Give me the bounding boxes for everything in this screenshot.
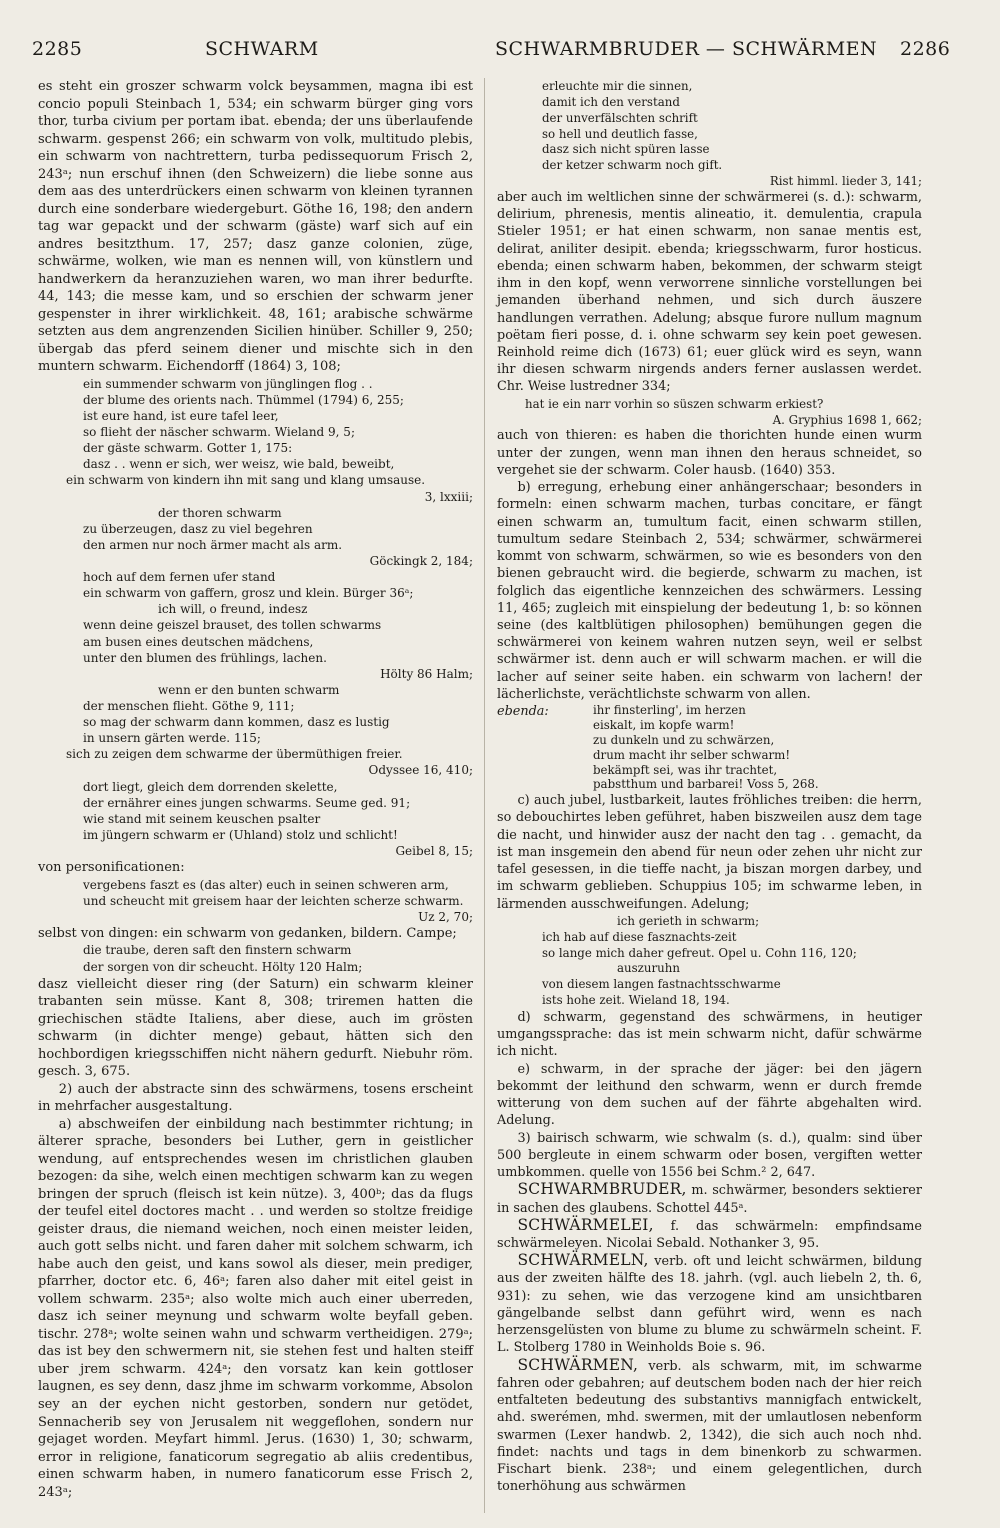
quotation-line: sich zu zeigen dem schwarme der übermüthigen freier. xyxy=(66,747,403,762)
lemma-entry xyxy=(497,1181,922,1216)
right-page-number: 2286 xyxy=(900,38,951,60)
quotation-line: in unsern gärten werde. 115; xyxy=(83,731,261,746)
quotation-line: den armen nur noch ärmer macht als arm. xyxy=(83,537,343,552)
quotation-line: und scheucht mit greisem haar der leichten scherze schwarm. xyxy=(83,893,464,908)
citation: Hölty 86 Halm; xyxy=(380,666,473,681)
quotation-line: ein summender schwarm von jünglingen flog . . xyxy=(83,376,373,391)
quotation-line: der thoren schwarm xyxy=(158,505,282,520)
sense-paragraph: a) abschweifen der einbildung nach bestimmter richtung; in älterer sprache, besonders bei Luther, gern in geistlicher wendung, auf entsprechendes wesen im christlichen glauben bezogen: da sihe, welch einen mechtigen schwarm kan zu wegen bringen der spruch (fleisch ist kein nütze). 3, 400ᵇ; das da flugs der teufel eitel doctores macht . . und werden so stoltze freidige geister draus, die niemand weichen, noch einen meister leiden, auch gott selbs nicht. und faren daher mit solchem schwarm, ich habe auch den geist, und kans sowol als dieser, mein prediger, pfarrher, doctor etc. 6, 46ᵃ; faren also daher mit eitel geist in vollem schwarm. 235ᵃ; also wolte mich auch einer uberreden, dasz ich seiner meynung und schwarm wolte beyfall geben. tischr. 278ᵃ; wolte seinen wahn und schwarm vertheidigen. 279ᵃ; das ist bey den schwermern nit, sie stehen fest und halten steiff uber jrem schwarm. 424ᵃ; den vorsatz kan kein gottloser laugnen, es sey denn, dasz jhme im schwarm vorkomme, Absolon sey an der eychen nicht gestorben, sondern nur getödet, Sennacherib sey von Jerusalem nit weggeflohen, sondern nur gejaget worden. Meyfart himml. Jerus. (1630) 1, 30; schwarm, error in religione, fanaticorum segregatio ab aliis credentibus, einen schwarm haben, in numero fanaticorum esse Frisch 2, 243ᵃ; xyxy=(38,1116,473,1500)
column-divider xyxy=(484,78,485,1513)
quotation-line: ein schwarm von gaffern, grosz und klein. Bürger 36ᵃ; xyxy=(83,586,414,601)
quotation-line: von diesem langen fastnachtsschwarme xyxy=(542,977,781,992)
ebenda-quotation xyxy=(497,703,922,792)
paragraph: selbst von dingen: ein schwarm von gedanken, bildern. Campe; xyxy=(38,925,457,941)
paragraph: von personificationen: xyxy=(38,860,185,876)
quotation-line: ein schwarm von kindern ihn mit sang und klang umsause. xyxy=(66,473,426,488)
citation: A. Gryphius 1698 1, 662; xyxy=(772,412,922,427)
quotation-line: ists hohe zeit. Wieland 18, 194. xyxy=(542,993,730,1008)
citation: 3, lxxiii; xyxy=(424,489,473,504)
quotation-line: der sorgen von dir scheucht. Hölty 120 Halm; xyxy=(83,959,363,974)
quotation-line: ich gerieth in schwarm; xyxy=(617,913,760,928)
quotation-line: ist eure hand, ist eure tafel leer, xyxy=(83,408,279,423)
verse-line: pabstthum und barbarei! Voss 5, 268. xyxy=(593,777,819,792)
quotation-line: der ketzer schwarm noch gift. xyxy=(542,158,723,173)
quotation-line: der gäste schwarm. Gotter 1, 175: xyxy=(83,441,293,456)
quotation-line: erleuchte mir die sinnen, xyxy=(542,79,693,93)
sense-paragraph: b) erregung, erhebung einer anhängerschaar; besonders in formeln: einen schwarm machen, turbas concitare, er fängt einen schwarm an, tumultum facit, einen schwarm stillen, tumultum sedare Steinbach 2, 534; schwärmer, schwärmerei kommt von schwarm, schwärmen, so wie es besonders von den bienen gebraucht wird. die begierde, schwarm zu machen, ist folglich das eigentliche kennzeichen des schwärmers. Lessing 11, 465; zugleich mit einspielung der bedeutung 1, b: so können seine (des kaltblütigen philosophen) bemühungen gegen die schwärmerei von keinem wahren nutzen seyn, weil er selbst schwärmer ist. denn auch er will schwarm machen. er will die lacher auf seiner seite haben. ein schwarm von lachern! der lächerlichste, verächtlichste schwarm von allen. xyxy=(497,480,922,702)
quotation-line: hoch auf dem fernen ufer stand xyxy=(83,570,276,585)
verse-line: ihr finsterling', im herzen xyxy=(593,703,746,718)
sense-paragraph: d) schwarm, gegenstand des schwärmens, in heutiger umgangssprache: das ist mein schwarm nicht, dafür schwärme ich nicht. xyxy=(497,1009,922,1060)
paragraph: aber auch im weltlichen sinne der schwärmerei (s. d.): schwarm, delirium, phrenesis, mentis alineatio, it. demulentia, crapula Stieler 1951; er hat einen schwarm, non sanae mentis est, delirat, aniliter desipit. ebenda; kriegsschwarm, furor hosticus. ebenda; einen schwarm haben, bekommen, der schwarm steigt ihm in den kopf, wenn verworrene sinnliche vorstellungen bei jemanden überhand nehmen, und sich durch äuszere handlungen verrathen. Adelung; absque furore nullum magnum poëtam fieri posse, d. i. ohne schwarm sey kein poet gewesen. Reinhold reime dich (1673) 61; euer glück wird es seyn, wann ihr diesen schwarm nirgends anders ferner auslassen werdet. Chr. Weise lustredner 334; xyxy=(497,189,922,395)
quotation-line: hat ie ein narr vorhin so süszen schwarm erkiest? xyxy=(525,396,824,411)
left-page-number: 2285 xyxy=(32,38,83,60)
paragraph: dasz vielleicht dieser ring (der Saturn) ein schwarm kleiner trabanten sein müsse. Kant 8, 308; triremen hatten die griechischen städte Italiens, aber diese, auch im grösten schwarm (in dichter menge) gebaut, hätten sich den hochbordigen kriegsschiffen nicht nähern gedurft. Niebuhr röm. gesch. 3, 675. xyxy=(38,976,473,1080)
paragraph: es steht ein groszer schwarm volck beysammen, magna ibi est concio populi Steinbach 1, 534; ein schwarm bürger ging vors thor, turba civium per portam ibat. ebenda; der uns überlaufende schwarm. gespenst 266; ein schwarm von volk, multitudo plebis, ein schwarm von nachtrettern, turba pedissequorum Frisch 2, 243ᵃ; nun erschuf ihnen (den Schweizern) die liebe sonne aus dem aas des unterdrückers einen schwarm von kleinen tyrannen durch eine sonderbare wiedergeburt. Göthe 16, 198; den andern tag war gepackt und der schwarm (gäste) warf sich auf ein andres besitzthum. 17, 257; dasz ganze colonien, züge, schwärme, wolken, wie man es nennen will, von künstlern und handwerkern da heranzuziehen waren, wo man ihrer bedurfte. 44, 143; die messe kam, und so erschien der schwarm jener gespenster in ihrer wirklichkeit. 48, 161; arabische schwärme setzten aus dem angrenzenden Sicilien hinüber. Schiller 9, 250; übergab das pferd seinem diener und mischte sich in den muntern schwarm. Eichendorff (1864) 3, 108; xyxy=(38,79,473,375)
quotation-line: ich hab auf diese fasznachts-zeit xyxy=(542,929,737,944)
citation: Geibel 8, 15; xyxy=(395,843,473,858)
lemma-entry xyxy=(497,1252,922,1356)
quotation-line: der ernährer eines jungen schwarms. Seume ged. 91; xyxy=(83,795,411,810)
quotation-line: dort liegt, gleich dem dorrenden skelette, xyxy=(83,779,338,794)
quotation-line: wenn deine geiszel brauset, des tollen schwarms xyxy=(83,618,382,633)
quotation-line: so lange mich daher gefreut. Opel u. Cohn 116, 120; xyxy=(542,945,857,960)
lemma-headword: SCHWÄRMELEI, xyxy=(517,1215,654,1234)
quotation-line: unter den blumen des frühlings, lachen. xyxy=(83,650,327,665)
citation: Uz 2, 70; xyxy=(418,909,473,924)
lemma-entry xyxy=(497,1357,922,1496)
lemma-definition: verb. als schwarm, mit, im schwarme fahren oder gebahren; auf deutschem boden nach der hier reich entfalteten bedeutung des substantivs mannigfach entwickelt, ahd. swerémen, mhd. swermen, mit der umlautlosen nebenform swarmen (Lexer handwb. 2, 1342), die sich auch noch nhd. findet: nachts und tags in dem binenkorb zu schwarmen. Fischart bienk. 238ᵃ; und einem gelegentlichen, durch tonerhöhung aus schwärmen xyxy=(497,1358,922,1495)
lemma-headword: SCHWÄRMEN, xyxy=(517,1355,639,1374)
lemma-definition: f. das schwärmeln: empfindsame schwärmeleyen. Nicolai Sebald. Nothanker 3, 95. xyxy=(497,1218,922,1251)
verse-line: eiskalt, im kopfe warm! xyxy=(593,718,735,732)
quotation-line: der unverfälschten schrift xyxy=(542,110,698,125)
quotation-line: dasz . . wenn er sich, wer weisz, wie bald, beweibt, xyxy=(83,457,395,472)
lemma-definition: m. schwärmer, besonders sektierer in sachen des glaubens. Schottel 445ᵃ. xyxy=(497,1183,922,1216)
quotation-line: so mag der schwarm dann kommen, dasz es lustig xyxy=(83,715,390,730)
quotation-line: der menschen flieht. Göthe 9, 111; xyxy=(83,698,295,713)
quotation-line: ich will, o freund, indesz xyxy=(158,602,308,617)
sense-paragraph: c) auch jubel, lustbarkeit, lautes fröhliches treiben: die herrn, so debouchirtes leben geführet, haben biszweilen ausz dem tage die nacht, und hinwider ausz der nacht den tag . . gemacht, da ist man insgemein den abend für neun oder zehen uhr nicht zur tafel gesessen, in die tieffe nacht, ja biszan morgen darbey, und im schwarm geblieben. Schuppius 105; im schwarme leben, in lärmenden ausschweifungen. Adelung; xyxy=(497,793,922,912)
paragraph: auch von thieren: es haben die thorichten hunde einen wurm unter der zungen, wenn man ihnen den heraus schneidet, so vergehet sie der schwarm. Coler hausb. (1640) 353. xyxy=(497,428,922,478)
verse-lines xyxy=(593,703,922,792)
quotation-line: wie stand mit seinem keuschen psalter xyxy=(83,811,321,826)
quotation-line: die traube, deren saft den finstern schwarm xyxy=(83,943,352,958)
lemma-headword: SCHWÄRMELN, xyxy=(517,1251,649,1270)
ebenda-label: ebenda: xyxy=(497,704,549,720)
quotation-line: dasz sich nicht spüren lasse xyxy=(542,142,710,157)
citation: Göckingk 2, 184; xyxy=(369,553,473,568)
lemma-entry xyxy=(497,1217,922,1252)
left-column xyxy=(38,78,473,1501)
lemma-headword: SCHWARMBRUDER, xyxy=(517,1180,687,1199)
verse-line: bekämpft sei, was ihr trachtet, xyxy=(593,762,778,777)
citation: Odyssee 16, 410; xyxy=(368,763,473,778)
verse-line: zu dunkeln und zu schwärzen, xyxy=(593,732,775,747)
quotation-line: auszuruhn xyxy=(617,961,680,976)
sense-paragraph: 2) auch der abstracte sinn des schwärmens, tosens erscheint in mehrfacher ausgestaltung. xyxy=(38,1081,473,1115)
left-running-head: SCHWARM xyxy=(205,38,319,60)
quotation-line: damit ich den verstand xyxy=(542,94,680,109)
quotation-line: zu überzeugen, dasz zu viel begehren xyxy=(83,521,313,536)
quotation-line: am busen eines deutschen mädchens, xyxy=(83,634,314,649)
verse-line: drum macht ihr selber schwarm! xyxy=(593,747,791,762)
sense-paragraph: 3) bairisch schwarm, wie schwalm (s. d.), qualm: sind über 500 bergleute in einem schwarm oder bosen, vergiften wetter umbkommen. quelle von 1556 bei Schm.² 2, 647. xyxy=(497,1130,922,1181)
quotation-line: vergebens faszt es (das alter) euch in seinen schweren arm, xyxy=(83,877,449,892)
citation: Rist himml. lieder 3, 141; xyxy=(769,174,922,189)
quotation-line: im jüngern schwarm er (Uhland) stolz und schlicht! xyxy=(83,827,398,842)
lemma-definition: verb. oft und leicht schwärmen, bildung aus der zweiten hälfte des 18. jahrh. (vgl. auch liebeln 2, th. 6, 931): zu sehen, wie das verzogene kind am unsichtbaren gängelbande selbst dann geführt wird, wenn es nach herzensgelüsten von blume zu blume zu schwärmeln scheint. F. L. Stolberg 1780 in Weinholds Boie s. 96. xyxy=(497,1254,922,1356)
quotation-line: der blume des orients nach. Thümmel (1794) 6, 255; xyxy=(83,392,404,407)
right-column xyxy=(497,78,922,1495)
quotation-line: so flieht der näscher schwarm. Wieland 9, 5; xyxy=(83,425,355,440)
right-running-head: SCHWARMBRUDER — SCHWÄRMEN xyxy=(495,38,878,60)
quotation-line: wenn er den bunten schwarm xyxy=(158,682,340,697)
quotation-line: so hell und deutlich fasse, xyxy=(542,126,698,141)
sense-paragraph: e) schwarm, in der sprache der jäger: bei den jägern bekommt der leithund den schwarm, wenn er durch fremde witterung von dem suchen auf der fährte abgehalten wird. Adelung. xyxy=(497,1061,922,1129)
